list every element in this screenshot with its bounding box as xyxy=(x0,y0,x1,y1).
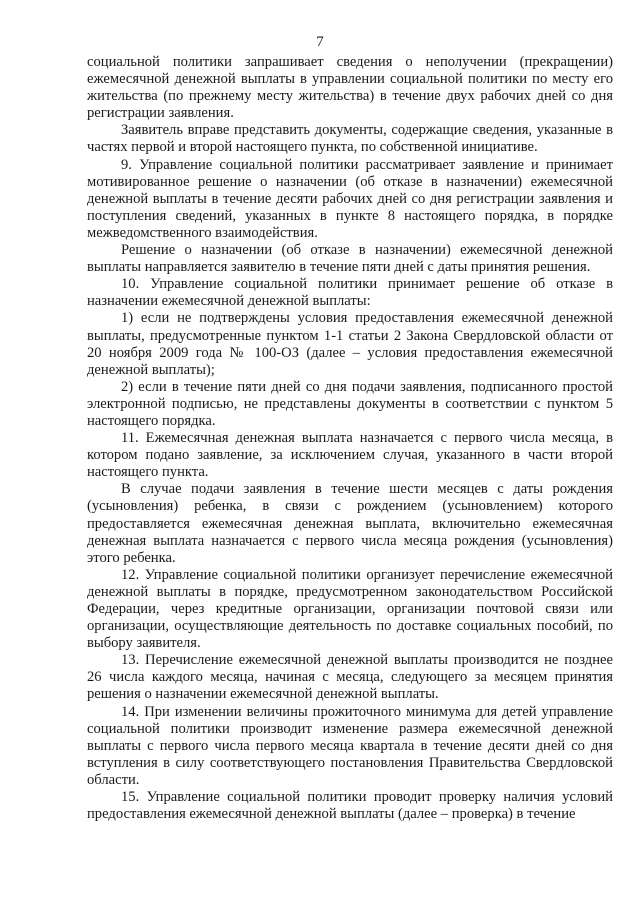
paragraph-clause-10-item-2: 2) если в течение пяти дней со дня подачи заявления, подписанного простой электронной подписью, не представлены документы в соответствии с пунктом 5 настоящего порядка. xyxy=(87,378,613,429)
paragraph-clause-11-part-2: В случае подачи заявления в течение шести месяцев с даты рождения (усыновления) ребенка, в связи с рождением (усыновлением) которого предоставляется ежемесячная денежная выплата, включительно ежемесячная денежная выплата назначается с первого числа месяца рождения (усыновления) этого ребенка. xyxy=(87,481,613,566)
paragraph-clause-9: 9. Управление социальной политики рассматривает заявление и принимает мотивированное решение о назначении (об отказе в назначении) ежемесячной денежной выплаты в течение десяти рабочих дней со дня регистрации заявления и поступления сведений, указанных в пункте 8 настоящего порядка, в порядке межведомственного взаимодействия. xyxy=(87,156,613,241)
document-body xyxy=(87,54,613,823)
paragraph-clause-12: 12. Управление социальной политики организует перечисление ежемесячной денежной выплаты в порядке, предусмотренном законодательством Российской Федерации, через кредитные организации, организации почтовой связи или организации, осуществляющие деятельность по доставке социальных пособий, по выбору заявителя. xyxy=(87,566,613,652)
paragraph-own-initiative: Заявитель вправе представить документы, содержащие сведения, указанные в частях первой и второй настоящего пункта, по собственной инициативе. xyxy=(87,122,613,156)
paragraph-decision-notice: Решение о назначении (об отказе в назначении) ежемесячной денежной выплаты направляется заявителю в течение пяти дней с даты принятия решения. xyxy=(87,242,613,276)
paragraph-clause-14: 14. При изменении величины прожиточного минимума для детей управление социальной политики производит изменение размера ежемесячной денежной выплаты с первого числа первого месяца квартала в течение десяти дней со дня вступления в силу соответствующего постановления Правительства Свердловской области. xyxy=(87,703,613,788)
paragraph-continuation: социальной политики запрашивает сведения о неполучении (прекращении) ежемесячной денежной выплаты в управлении социальной политики по месту его жительства (по прежнему месту жительства) в течение двух рабочих дней со дня регистрации заявления. xyxy=(87,54,613,122)
paragraph-clause-13: 13. Перечисление ежемесячной денежной выплаты производится не позднее 26 числа каждого месяца, начиная с месяца, следующего за месяцем принятия решения о назначении ежемесячной денежной выплаты. xyxy=(87,652,613,703)
paragraph-clause-10: 10. Управление социальной политики принимает решение об отказе в назначении ежемесячной денежной выплаты: xyxy=(87,276,613,310)
paragraph-clause-15: 15. Управление социальной политики проводит проверку наличия условий предоставления ежемесячной денежной выплаты (далее – проверка) в течение xyxy=(87,789,613,823)
paragraph-clause-11: 11. Ежемесячная денежная выплата назначается с первого числа месяца, в котором подано заявление, за исключением случая, указанного в части второй настоящего пункта. xyxy=(87,430,613,481)
page-number: 7 xyxy=(316,34,324,50)
paragraph-clause-10-item-1: 1) если не подтверждены условия предоставления ежемесячной денежной выплаты, предусмотренные пунктом 1-1 статьи 2 Закона Свердловской области от 20 ноября 2009 года № 100-ОЗ (далее – условия предоставления ежемесячной денежной выплаты); xyxy=(87,310,613,378)
